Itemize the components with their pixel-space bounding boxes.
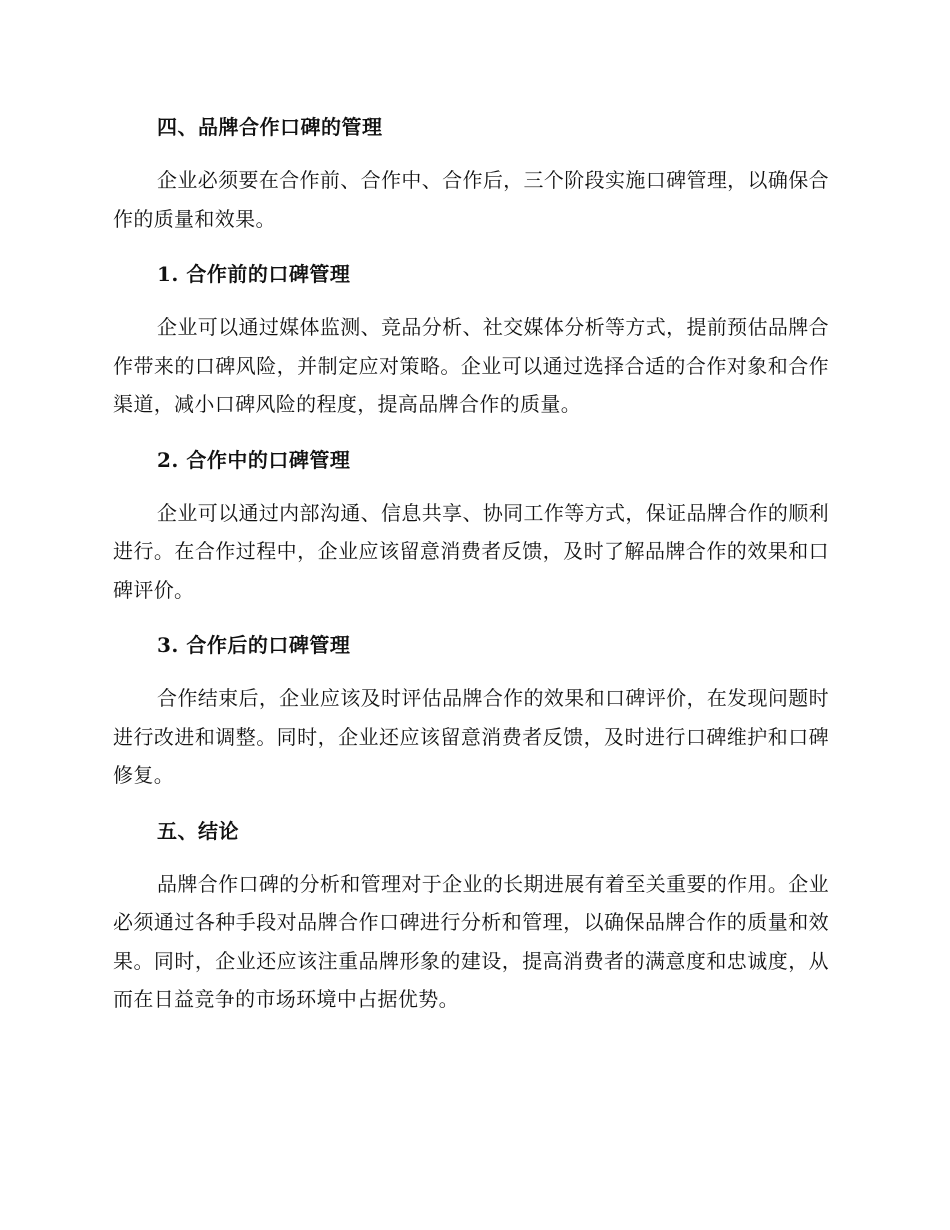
- paragraph-conclusion: 品牌合作口碑的分析和管理对于企业的长期进展有着至关重要的作用。企业必须通过各种手段对品牌合作口碑进行分析和管理，以确保品牌合作的质量和效果。同时，企业还应该注重品牌形象的建设，提高消费者的满意度和忠诚度，从而在日益竞争的市场环境中占据优势。: [113, 871, 829, 1011]
- paragraph-before-cooperation: 企业可以通过媒体监测、竞品分析、社交媒体分析等方式，提前预估品牌合作带来的口碑风险，并制定应对策略。企业可以通过选择合适的合作对象和合作渠道，减小口碑风险的程度，提高品牌合作的质量。: [113, 315, 829, 416]
- subheading-before-cooperation: 1. 合作前的口碑管理: [157, 262, 351, 286]
- paragraph-management-intro: 企业必须要在合作前、合作中、合作后，三个阶段实施口碑管理，以确保合作的质量和效果。: [113, 168, 829, 231]
- paragraph-during-cooperation: 企业可以通过内部沟通、信息共享、协同工作等方式，保证品牌合作的顺利进行。在合作过程中，企业应该留意消费者反馈，及时了解品牌合作的效果和口碑评价。: [113, 500, 829, 602]
- section-heading-management: 四、品牌合作口碑的管理: [157, 115, 383, 139]
- subheading-after-cooperation: 3. 合作后的口碑管理: [157, 633, 351, 657]
- subheading-during-cooperation: 2. 合作中的口碑管理: [157, 447, 351, 472]
- paragraph-after-cooperation: 合作结束后，企业应该及时评估品牌合作的效果和口碑评价，在发现问题时进行改进和调整。同时，企业还应该留意消费者反馈，及时进行口碑维护和口碑修复。: [113, 686, 829, 787]
- section-heading-conclusion: 五、结论: [157, 818, 239, 843]
- document-page: [113, 103, 829, 1019]
